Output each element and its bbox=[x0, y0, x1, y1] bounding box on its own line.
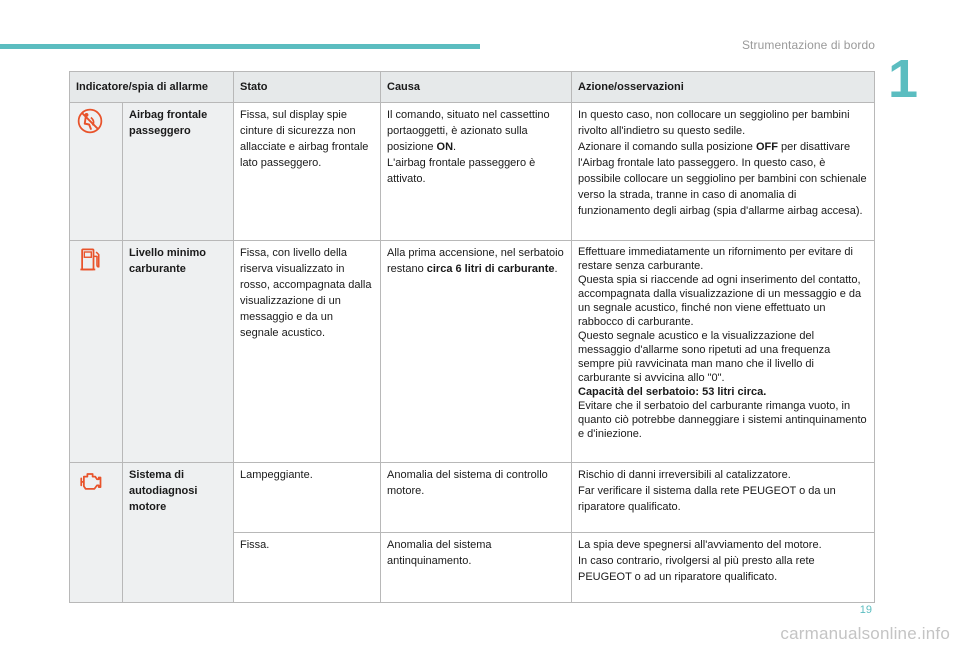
airbag-cause-activated: L'airbag frontale passeggero è attivato. bbox=[387, 157, 536, 185]
engine-cause-control: Anomalia del sistema di controllo motore. bbox=[381, 463, 572, 533]
header-cause: Causa bbox=[381, 72, 572, 103]
airbag-action bbox=[572, 103, 875, 241]
airbag-state: Fissa, sul display spie cinture di sicurezza non allacciate e airbag frontale lato passeggero. bbox=[234, 103, 381, 241]
fuel-action bbox=[572, 241, 875, 463]
header-indicator: Indicatore/spia di allarme bbox=[70, 72, 234, 103]
fuel-name: Livello minimo carburante bbox=[123, 241, 234, 463]
section-title: Strumentazione di bordo bbox=[741, 38, 875, 52]
chapter-number: 1 bbox=[887, 49, 918, 109]
fuel-action-text-1: Effettuare immediatamente un rifornimento per evitare di restare senza carburante. bbox=[578, 246, 853, 272]
airbag-cause-period: . bbox=[453, 141, 457, 153]
engine-name: Sistema di autodiagnosi motore bbox=[123, 463, 234, 603]
table-header-row bbox=[70, 72, 875, 103]
airbag-off-icon bbox=[76, 107, 104, 135]
fuel-cause bbox=[381, 241, 572, 463]
engine-action-risk: Rischio di danni irreversibili al catalizzatore. bbox=[578, 469, 791, 481]
engine-action-check: Far verificare il sistema dalla rete PEUGEOT o da un riparatore qualificato. bbox=[578, 485, 836, 513]
warning-lights-table bbox=[69, 71, 875, 603]
airbag-action-text-3: per disattivare l'Airbag frontale lato passeggero. In questo caso, è possibile collocare un seggiolino per bambini con schienale verso la strada, tranne in caso di anomalia di funzionamento degli airbag (spia d'allarme airbag accesa). bbox=[578, 141, 867, 217]
engine-icon-cell bbox=[70, 463, 123, 603]
airbag-icon-cell bbox=[70, 103, 123, 241]
fuel-action-text-2: Questa spia si riaccende ad ogni inserimento del contatto, accompagnata dalla visualizzazione di un messaggio e da un segnale acustico, finché non viene effettuato un rabbocco di carburante. bbox=[578, 274, 862, 328]
fuel-cause-text: Alla prima accensione, nel serbatoio restano bbox=[387, 247, 564, 275]
table-row-airbag bbox=[70, 103, 875, 241]
fuel-pump-icon bbox=[76, 245, 104, 273]
airbag-action-text-1: In questo caso, non collocare un seggiolino per bambini rivolto all'indietro su questo sedile. bbox=[578, 109, 850, 137]
header-action: Azione/osservazioni bbox=[572, 72, 875, 103]
engine-action-contact: In caso contrario, rivolgersi al più presto alla rete PEUGEOT o ad un riparatore qualificato. bbox=[578, 555, 815, 583]
airbag-action-text-2: Azionare il comando sulla posizione bbox=[578, 141, 756, 153]
header-accent-bar bbox=[0, 44, 480, 49]
engine-action-fixed bbox=[572, 533, 875, 603]
table-row-fuel bbox=[70, 241, 875, 463]
airbag-cause-on: ON bbox=[436, 141, 454, 153]
fuel-action-text-3: Questo segnale acustico e la visualizzazione del messaggio d'allarme sono ripetuti ad una frequenza sempre più ravvicinata man mano che il livello di carburante si avvicina allo "0". bbox=[578, 330, 831, 384]
airbag-action-off: OFF bbox=[755, 141, 778, 153]
airbag-cause bbox=[381, 103, 572, 241]
engine-check-icon bbox=[76, 467, 104, 495]
engine-action-blinking bbox=[572, 463, 875, 533]
page-number: 19 bbox=[859, 604, 872, 616]
header-state: Stato bbox=[234, 72, 381, 103]
table-row-engine-blinking bbox=[70, 463, 875, 533]
watermark: carmanualsonline.info bbox=[780, 624, 950, 643]
engine-state-fixed: Fissa. bbox=[234, 533, 381, 603]
fuel-state: Fissa, con livello della riserva visualizzato in rosso, accompagnata dalla visualizzazione di un messaggio e da un segnale acustico. bbox=[234, 241, 381, 463]
engine-state-blinking: Lampeggiante. bbox=[234, 463, 381, 533]
fuel-cause-period: . bbox=[554, 263, 558, 275]
engine-action-off-at-start: La spia deve spegnersi all'avviamento del motore. bbox=[578, 539, 822, 551]
fuel-action-text-4: Evitare che il serbatoio del carburante rimanga vuoto, in quanto ciò potrebbe danneggiare i sistemi antinquinamento e d'iniezione. bbox=[578, 400, 867, 440]
fuel-cause-amount: circa 6 litri di carburante bbox=[426, 263, 555, 275]
airbag-cause-text: Il comando, situato nel cassettino portaoggetti, è azionato sulla posizione bbox=[387, 109, 550, 153]
fuel-tank-capacity: Capacità del serbatoio: 53 litri circa. bbox=[578, 386, 767, 398]
airbag-name: Airbag frontale passeggero bbox=[123, 103, 234, 241]
engine-cause-pollution: Anomalia del sistema antinquinamento. bbox=[381, 533, 572, 603]
fuel-icon-cell bbox=[70, 241, 123, 463]
